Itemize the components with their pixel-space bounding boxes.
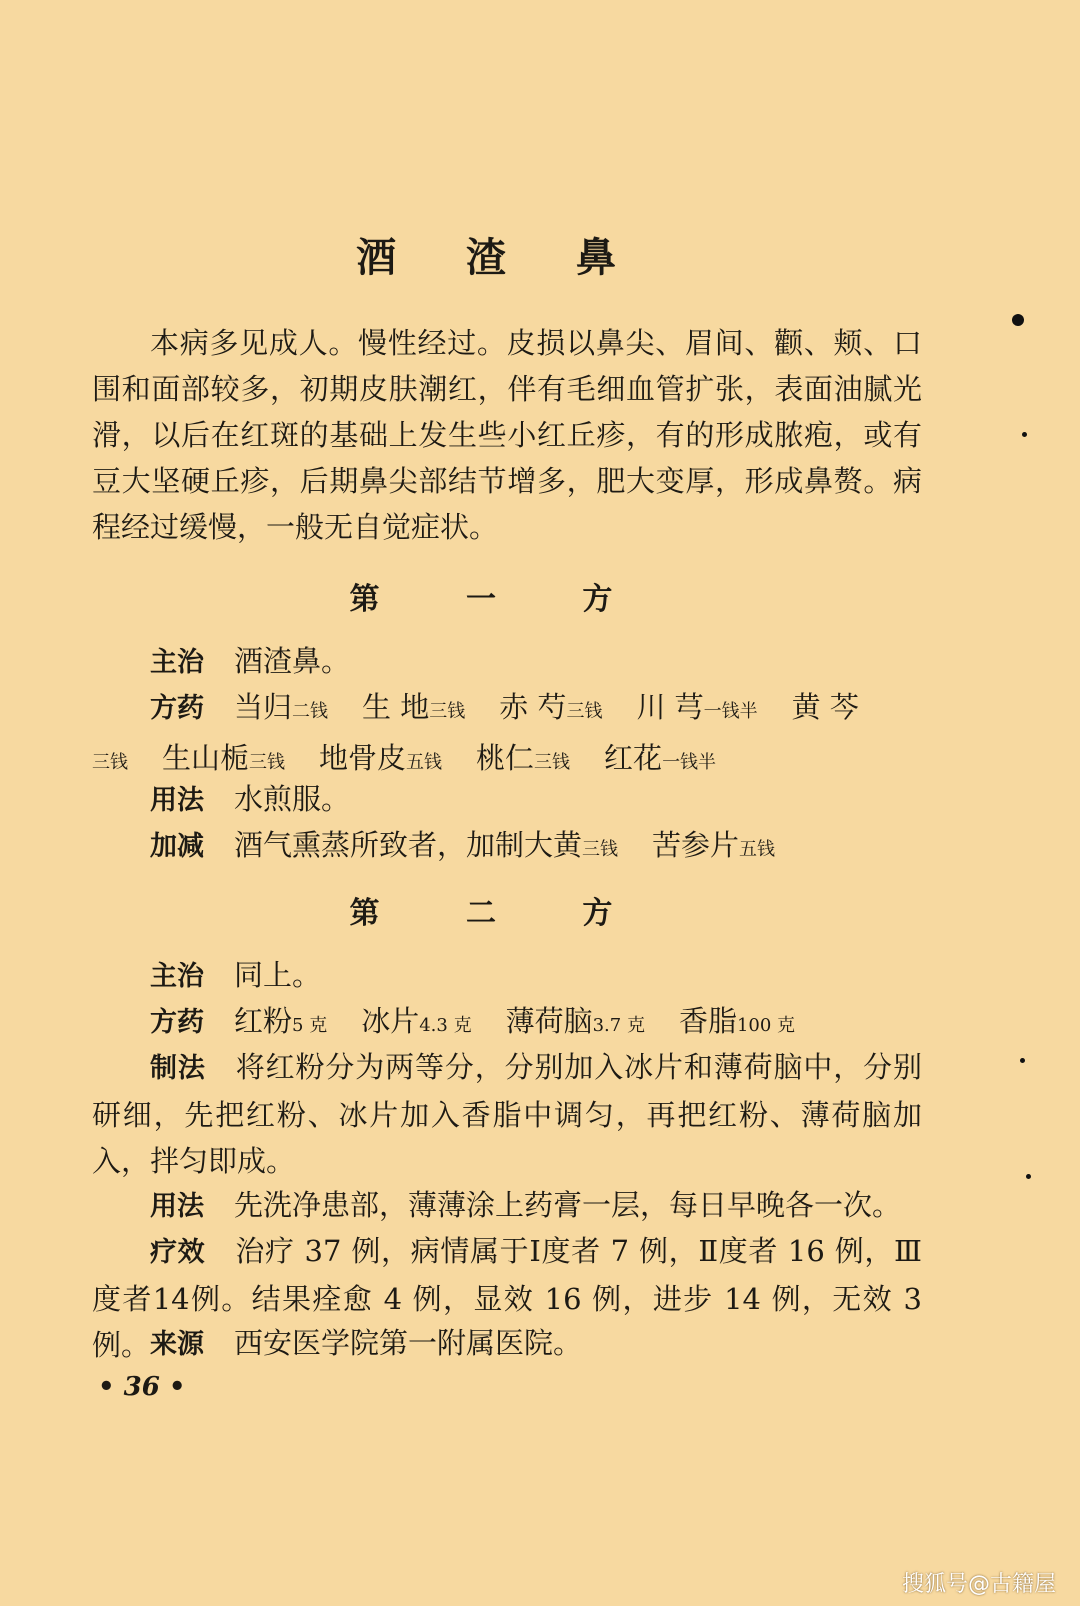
scan-speck <box>1022 432 1027 437</box>
recipe-2-preparation <box>92 1044 922 1184</box>
preparation-text: 将红粉分为两等分，分别加入冰片和薄荷脑中，分别研细，先把红粉、冰片加入香脂中调匀，再把红粉、薄荷脑加入，拌匀即成。 <box>92 1050 922 1178</box>
herb-dose: 三钱 <box>92 752 128 773</box>
herb-dose: 3.7 克 <box>592 1015 645 1036</box>
herb-dose: 五钱 <box>739 839 776 860</box>
herb-dose: 三钱 <box>582 839 619 860</box>
herb: 生 地 <box>362 690 430 724</box>
herb: 香脂 <box>678 1004 737 1038</box>
herb: 薄荷脑 <box>505 1004 593 1038</box>
recipe-2-heading: 第 二 方 <box>349 896 651 931</box>
herb: 生山栀 <box>162 741 250 775</box>
label-jiajian: 加减 <box>150 831 204 862</box>
herb: 冰片 <box>361 1004 420 1038</box>
indication-text: 同上。 <box>234 958 322 992</box>
herb-dose: 一钱半 <box>703 701 758 722</box>
herb: 桃仁 <box>476 741 535 775</box>
scan-speck <box>1012 314 1024 326</box>
herb-dose: 4.3 克 <box>419 1015 472 1036</box>
source-text: 西安医学院第一附属医院。 <box>234 1326 583 1360</box>
label-yongfa: 用法 <box>150 1191 204 1222</box>
herb: 红粉 <box>234 1004 293 1038</box>
herb: 赤 芍 <box>499 690 567 724</box>
usage-text: 水煎服。 <box>234 782 351 816</box>
intro-paragraph: 本病多见成人。慢性经过。皮损以鼻尖、眉间、颧、颊、口围和面部较多，初期皮肤潮红，伴有毛细血管扩张，表面油腻光滑，以后在红斑的基础上发生些小红丘疹，有的形成脓疱，或有豆大坚硬丘疹，后期鼻尖部结节增多，肥大变厚，形成鼻赘。病程经过缓慢，一般无自觉症状。 <box>92 326 922 544</box>
herb: 红花 <box>604 741 663 775</box>
label-fangyao: 方药 <box>150 693 204 724</box>
herb-dose: 二钱 <box>292 701 329 722</box>
herb: 黄 芩 <box>791 690 859 724</box>
recipe-1-modification <box>92 822 922 873</box>
herb-dose: 100 克 <box>736 1015 796 1036</box>
herb: 川 芎 <box>636 690 704 724</box>
herb-dose: 三钱 <box>566 701 603 722</box>
recipe-2-indication <box>92 952 922 1000</box>
herb-dose: 三钱 <box>534 752 571 773</box>
label-laiyuan: 来源 <box>150 1329 204 1360</box>
herb: 地骨皮 <box>319 741 407 775</box>
herb: 当归 <box>234 690 293 724</box>
recipe-1-heading: 第 一 方 <box>349 582 651 617</box>
recipe-1-usage <box>92 776 922 824</box>
label-zhizhi: 主治 <box>150 961 204 992</box>
recipe-2-usage <box>92 1182 922 1230</box>
usage-text: 先洗净患部，薄薄涂上药膏一层，每日早晚各一次。 <box>234 1188 902 1222</box>
page-title: 酒 渣 鼻 <box>356 234 644 281</box>
indication-text: 酒渣鼻。 <box>234 644 351 678</box>
herb-dose: 三钱 <box>249 752 286 773</box>
label-zhifa: 制法 <box>150 1053 206 1084</box>
page-number: • 36 • <box>98 1372 186 1402</box>
recipe-2-herbs <box>92 998 922 1049</box>
herb-dose: 5 克 <box>292 1015 328 1036</box>
herb-dose: 一钱半 <box>662 752 717 773</box>
label-yongfa: 用法 <box>150 785 204 816</box>
modification-text: 酒气熏蒸所致者，加制大黄 <box>234 828 583 862</box>
herb-dose: 五钱 <box>406 752 443 773</box>
efficacy-text: 治疗 37 例，病情属于Ⅰ度者 7 例，Ⅱ度者 16 例，Ⅲ度者14例。结果痊愈 4 例，显效 16 例，进步 14 例，无效 3 例。 <box>92 1234 923 1362</box>
herb: 苦参片 <box>652 828 740 862</box>
recipe-1-indication <box>92 638 922 686</box>
watermark: 搜狐号@古籍屋 <box>901 1572 1056 1597</box>
label-liaoxiao: 疗效 <box>150 1237 206 1268</box>
scan-speck <box>1020 1058 1025 1063</box>
herb-dose: 三钱 <box>429 701 466 722</box>
recipe-1-herbs <box>92 684 922 786</box>
label-fangyao: 方药 <box>150 1007 204 1038</box>
recipe-2-source <box>92 1320 922 1368</box>
scan-speck <box>1026 1174 1031 1179</box>
label-zhizhi: 主治 <box>150 647 204 678</box>
